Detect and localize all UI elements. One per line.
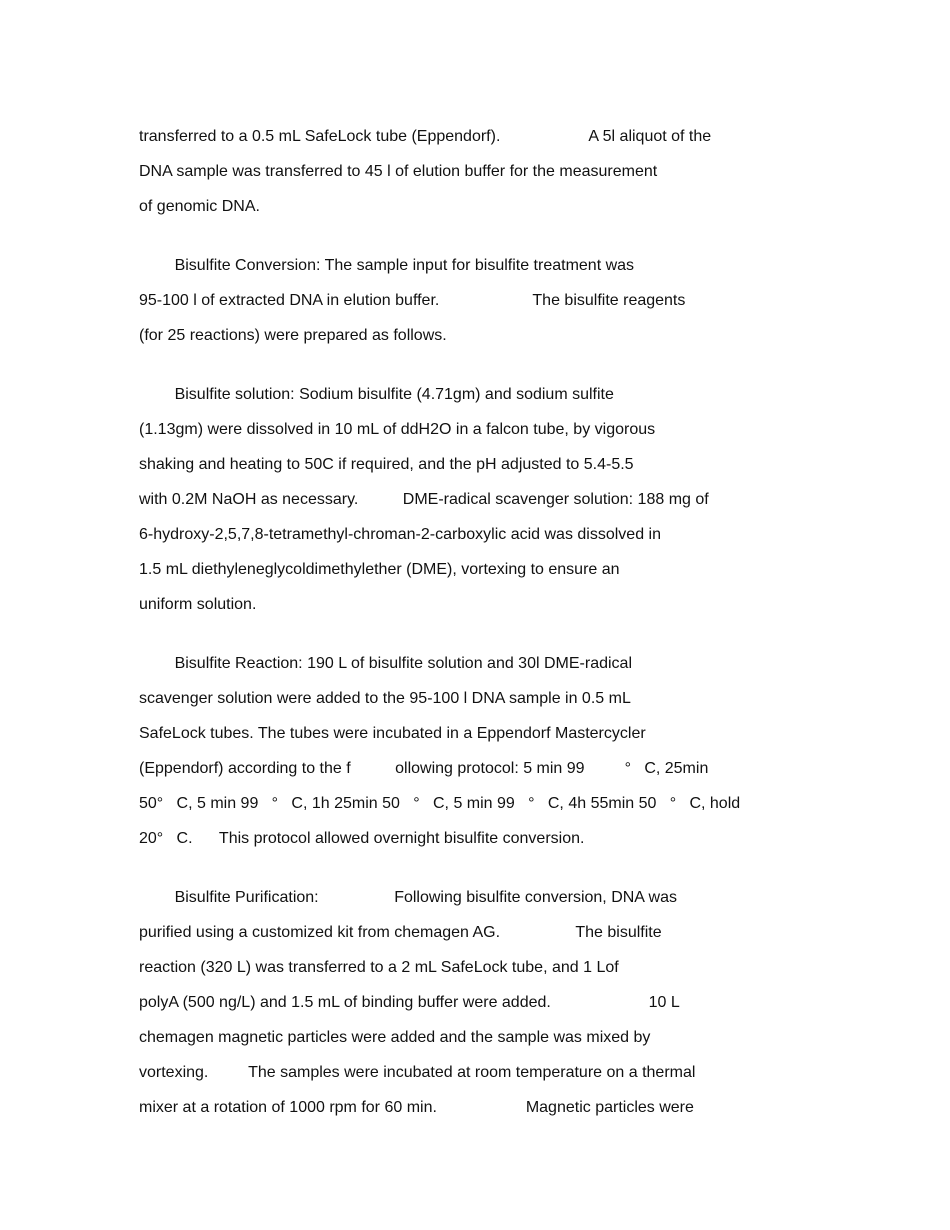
text-line: 50° C, 5 min 99 ° C, 1h 25min 50 ° C, 5 min 99 ° C, 4h 55min 50 ° C, hold — [139, 795, 741, 812]
text-line: Bisulfite Reaction: 190 L of bisulfite solution and 30l DME-radical — [139, 655, 632, 672]
text-line: chemagen magnetic particles were added and the sample was mixed by — [139, 1029, 651, 1046]
text-line: of genomic DNA. — [139, 198, 260, 215]
text-line: Bisulfite Purification: Following bisulfite conversion, DNA was — [139, 889, 677, 906]
text-line: purified using a customized kit from chemagen AG. The bisulfite — [139, 924, 662, 941]
text-line: DNA sample was transferred to 45 l of elution buffer for the measurement — [139, 163, 658, 180]
text-line: with 0.2M NaOH as necessary. DME-radical scavenger solution: 188 mg of — [139, 491, 709, 508]
text-line: 1.5 mL diethyleneglycoldimethylether (DME), vortexing to ensure an — [139, 561, 620, 578]
text-line: transferred to a 0.5 mL SafeLock tube (Eppendorf). A 5l aliquot of the — [139, 128, 712, 145]
text-line: Bisulfite solution: Sodium bisulfite (4.71gm) and sodium sulfite — [139, 386, 614, 403]
text-line: shaking and heating to 50C if required, and the pH adjusted to 5.4-5.5 — [139, 456, 634, 473]
text-line: reaction (320 L) was transferred to a 2 mL SafeLock tube, and 1 Lof — [139, 959, 619, 976]
text-line: polyA (500 ng/L) and 1.5 mL of binding buffer were added. 10 L — [139, 994, 680, 1011]
text-line: (1.13gm) were dissolved in 10 mL of ddH2O in a falcon tube, by vigorous — [139, 421, 656, 438]
text-line: (for 25 reactions) were prepared as follows. — [139, 327, 447, 344]
text-line: 6-hydroxy-2,5,7,8-tetramethyl-chroman-2-carboxylic acid was dissolved in — [139, 526, 661, 543]
text-line: mixer at a rotation of 1000 rpm for 60 min. Magnetic particles were — [139, 1099, 694, 1116]
text-line: uniform solution. — [139, 596, 257, 613]
text-line: 20° C. This protocol allowed overnight bisulfite conversion. — [139, 830, 585, 847]
text-line: (Eppendorf) according to the f ollowing protocol: 5 min 99 ° C, 25min — [139, 760, 709, 777]
text-line: SafeLock tubes. The tubes were incubated in a Eppendorf Mastercycler — [139, 725, 646, 742]
text-line: vortexing. The samples were incubated at room temperature on a thermal — [139, 1064, 696, 1081]
text-line: 95-100 l of extracted DNA in elution buffer. The bisulfite reagents — [139, 292, 686, 309]
text-line: scavenger solution were added to the 95-100 l DNA sample in 0.5 mL — [139, 690, 631, 707]
text-line: Bisulfite Conversion: The sample input for bisulfite treatment was — [139, 257, 635, 274]
